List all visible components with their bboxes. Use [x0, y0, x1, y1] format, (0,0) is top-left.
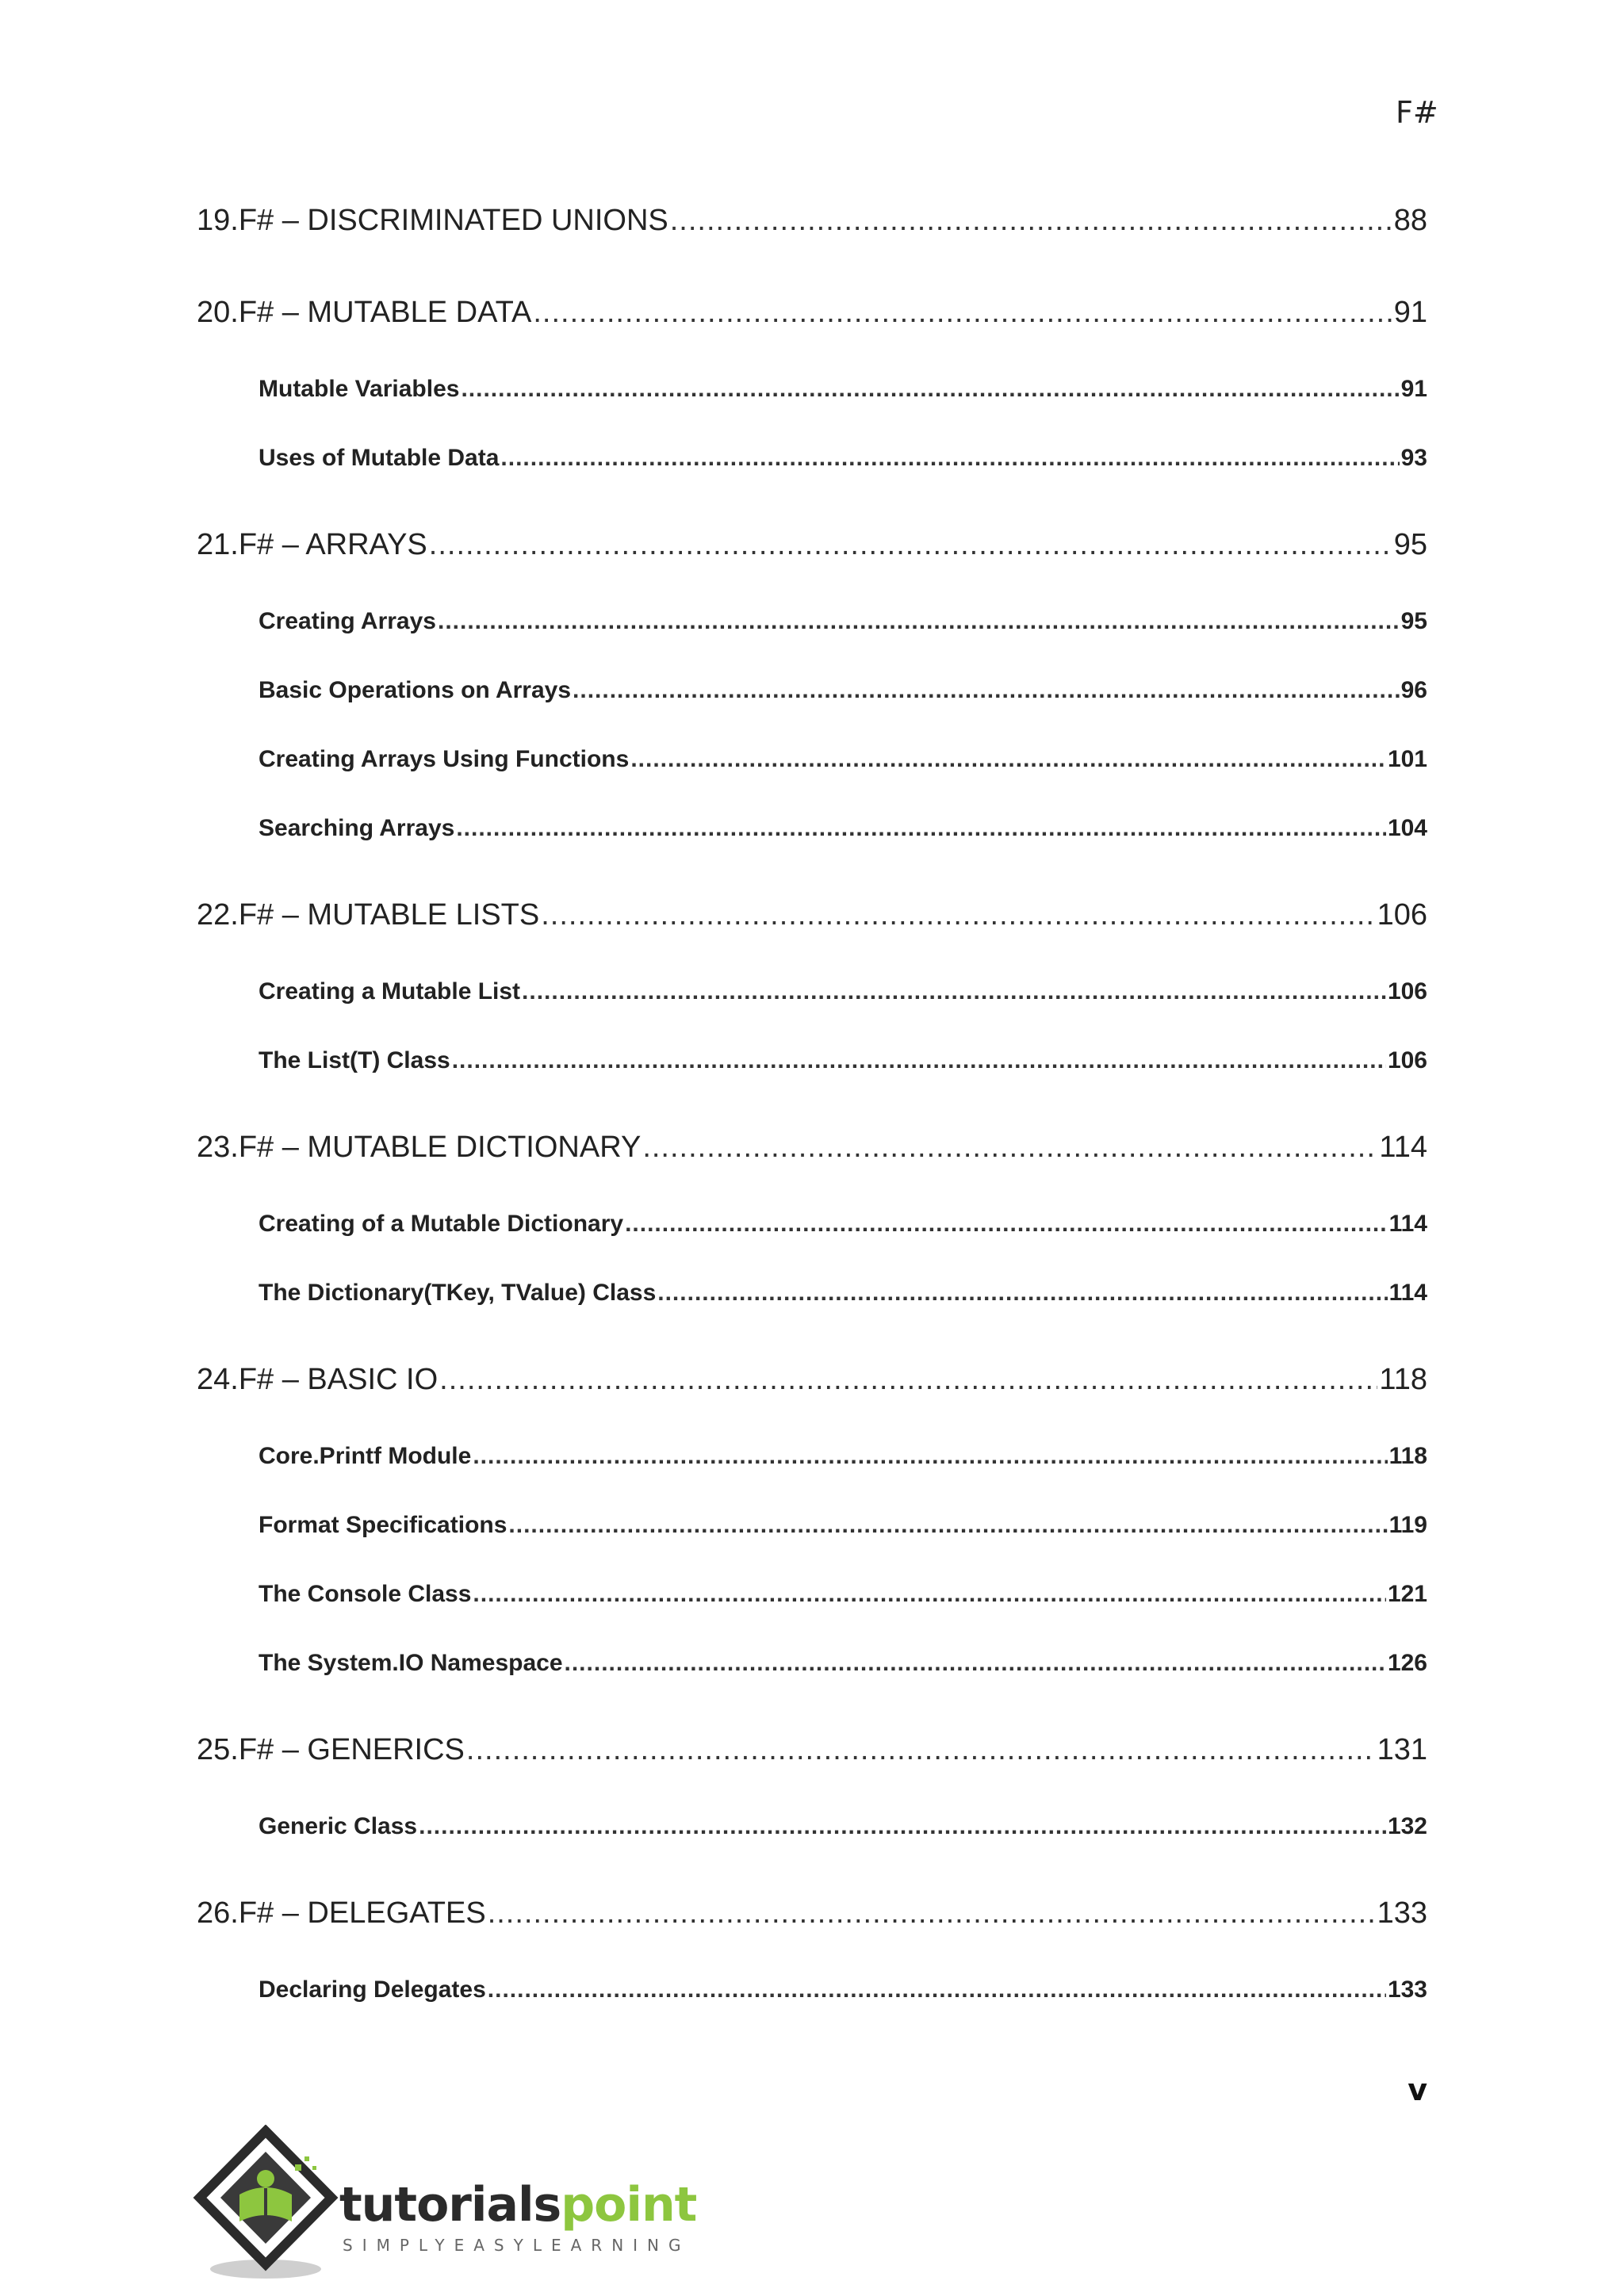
- toc-dot-leader: [473, 1443, 1387, 1470]
- toc-page-number: 95: [1400, 608, 1427, 634]
- toc-section-entry[interactable]: [197, 1793, 1427, 1840]
- toc-dot-leader: [657, 1280, 1387, 1307]
- toc-dot-leader: [533, 296, 1392, 330]
- toc-page-number: 133: [1387, 1976, 1427, 2003]
- toc-chapter-entry[interactable]: [197, 1117, 1427, 1165]
- toc-dot-leader: [508, 1512, 1387, 1539]
- toc-dot-leader: [438, 608, 1400, 635]
- toc-dot-leader: [473, 1581, 1386, 1608]
- toc-chapter-entry[interactable]: [197, 190, 1427, 238]
- toc-dot-leader: [488, 1896, 1376, 1931]
- toc-page-number: 132: [1387, 1813, 1427, 1839]
- toc-chapter-number: 19.: [197, 204, 239, 237]
- toc-page-number: 126: [1387, 1650, 1427, 1676]
- toc-section-entry[interactable]: [197, 1629, 1427, 1677]
- toc-chapter-number: 21.: [197, 528, 239, 561]
- toc-section-entry[interactable]: [197, 958, 1427, 1005]
- toc-entry-title: F# – DELEGATES: [238, 1896, 486, 1930]
- toc-page-number: 118: [1379, 1363, 1427, 1396]
- toc-entry-title: F# – MUTABLE LISTS: [238, 898, 540, 932]
- toc-page-number: 93: [1400, 445, 1427, 471]
- toc-entry-title: Format Specifications: [259, 1512, 508, 1538]
- toc-page-number: 101: [1387, 746, 1427, 772]
- toc-page-number: 114: [1379, 1131, 1427, 1164]
- toc-page-number: 96: [1400, 677, 1427, 703]
- toc-entry-title: F# – MUTABLE DATA: [238, 296, 532, 329]
- toc-section-entry[interactable]: [197, 424, 1427, 472]
- toc-dot-leader: [419, 1813, 1386, 1840]
- logo-word-tutorials: tutorials: [339, 2177, 561, 2233]
- toc-chapter-number: 25.: [197, 1733, 239, 1766]
- toc-section-entry[interactable]: [197, 794, 1427, 842]
- toc-chapter-number: 23.: [197, 1131, 239, 1164]
- toc-entry-title: The Console Class: [259, 1581, 472, 1607]
- toc-section-entry[interactable]: [197, 1027, 1427, 1074]
- toc-page-number: 106: [1377, 898, 1427, 932]
- toc-chapter-entry[interactable]: [197, 1883, 1427, 1931]
- toc-page-number: 91: [1400, 376, 1427, 402]
- page-folio: v: [1408, 2072, 1427, 2107]
- toc-section-entry[interactable]: [197, 1560, 1427, 1608]
- toc-entry-title: The List(T) Class: [259, 1047, 450, 1073]
- toc-dot-leader: [452, 1047, 1386, 1074]
- toc-chapter-number: 26.: [197, 1896, 239, 1930]
- toc-entry-title: F# – GENERICS: [238, 1733, 465, 1766]
- toc-section-entry[interactable]: [197, 1956, 1427, 2003]
- logo-wordmark: [339, 2177, 696, 2233]
- toc-section-entry[interactable]: [197, 355, 1427, 403]
- toc-dot-leader: [461, 376, 1399, 403]
- toc-page-number: 91: [1393, 296, 1427, 329]
- toc-page-number: 106: [1387, 1047, 1427, 1073]
- toc-entry-title: Creating Arrays Using Functions: [259, 746, 630, 772]
- toc-chapter-entry[interactable]: [197, 282, 1427, 330]
- toc-dot-leader: [573, 677, 1400, 704]
- toc-entry-title: Mutable Variables: [259, 376, 460, 402]
- toc-entry-title: Core.Printf Module: [259, 1443, 472, 1469]
- tutorialspoint-logo: [190, 2125, 698, 2283]
- toc-entry-title: Creating of a Mutable Dictionary: [259, 1211, 624, 1237]
- logo-tagline: SIMPLYEASYLEARNING: [343, 2236, 691, 2255]
- toc-chapter-entry[interactable]: [197, 885, 1427, 932]
- toc-entry-title: F# – DISCRIMINATED UNIONS: [238, 204, 668, 237]
- toc-dot-leader: [670, 204, 1392, 238]
- toc-page-number: 121: [1387, 1581, 1427, 1607]
- running-header: F#: [1396, 95, 1438, 130]
- toc-chapter-number: 24.: [197, 1363, 239, 1396]
- toc-section-entry[interactable]: [197, 1190, 1427, 1238]
- toc-entry-title: Declaring Delegates: [259, 1976, 486, 2003]
- toc-dot-leader: [642, 1131, 1377, 1165]
- toc-chapter-entry[interactable]: [197, 1349, 1427, 1397]
- toc-page-number: 114: [1388, 1211, 1427, 1237]
- toc-dot-leader: [488, 1976, 1386, 2003]
- toc-chapter-entry[interactable]: [197, 515, 1427, 562]
- toc-dot-leader: [625, 1211, 1388, 1238]
- toc-entry-title: The System.IO Namespace: [259, 1650, 563, 1676]
- toc-section-entry[interactable]: [197, 656, 1427, 704]
- toc-chapter-entry[interactable]: [197, 1720, 1427, 1767]
- toc-entry-title: Generic Class: [259, 1813, 418, 1839]
- toc-page-number: 114: [1388, 1280, 1427, 1306]
- toc-chapter-number: 20.: [197, 296, 239, 329]
- toc-page-number: 88: [1393, 204, 1427, 237]
- toc-entry-title: Uses of Mutable Data: [259, 445, 500, 471]
- toc-entry-title: Basic Operations on Arrays: [259, 677, 572, 703]
- toc-entry-title: Creating a Mutable List: [259, 978, 521, 1004]
- toc-section-entry[interactable]: [197, 725, 1427, 773]
- toc-entry-title: The Dictionary(TKey, TValue) Class: [259, 1280, 657, 1306]
- toc-page-number: 95: [1393, 528, 1427, 561]
- toc-page-number: 119: [1388, 1512, 1427, 1538]
- toc-dot-leader: [500, 445, 1399, 472]
- toc-entry-title: Creating Arrays: [259, 608, 436, 634]
- toc-page-number: 131: [1377, 1733, 1427, 1766]
- toc-section-entry[interactable]: [197, 587, 1427, 635]
- toc-dot-leader: [466, 1733, 1376, 1767]
- toc-dot-leader: [522, 978, 1386, 1005]
- toc-dot-leader: [439, 1363, 1377, 1397]
- toc-page-number: 118: [1388, 1443, 1427, 1469]
- logo-word-point: point: [561, 2177, 697, 2233]
- toc-dot-leader: [456, 815, 1386, 842]
- toc-section-entry[interactable]: [197, 1422, 1427, 1470]
- toc-page-number: 106: [1387, 978, 1427, 1004]
- logo-emblem-icon: [190, 2125, 341, 2283]
- toc-entry-title: F# – ARRAYS: [238, 528, 427, 561]
- toc-dot-leader: [429, 528, 1392, 562]
- toc-dot-leader: [630, 746, 1386, 773]
- toc-entry-title: F# – MUTABLE DICTIONARY: [238, 1131, 642, 1164]
- toc-dot-leader: [565, 1650, 1386, 1677]
- toc-page-number: 133: [1377, 1896, 1427, 1930]
- toc-chapter-number: 22.: [197, 898, 239, 932]
- toc-page-number: 104: [1387, 815, 1427, 841]
- toc-dot-leader: [541, 898, 1375, 932]
- toc-section-entry[interactable]: [197, 1491, 1427, 1539]
- toc-entry-title: F# – BASIC IO: [238, 1363, 439, 1396]
- toc-section-entry[interactable]: [197, 1259, 1427, 1307]
- toc-entry-title: Searching Arrays: [259, 815, 455, 841]
